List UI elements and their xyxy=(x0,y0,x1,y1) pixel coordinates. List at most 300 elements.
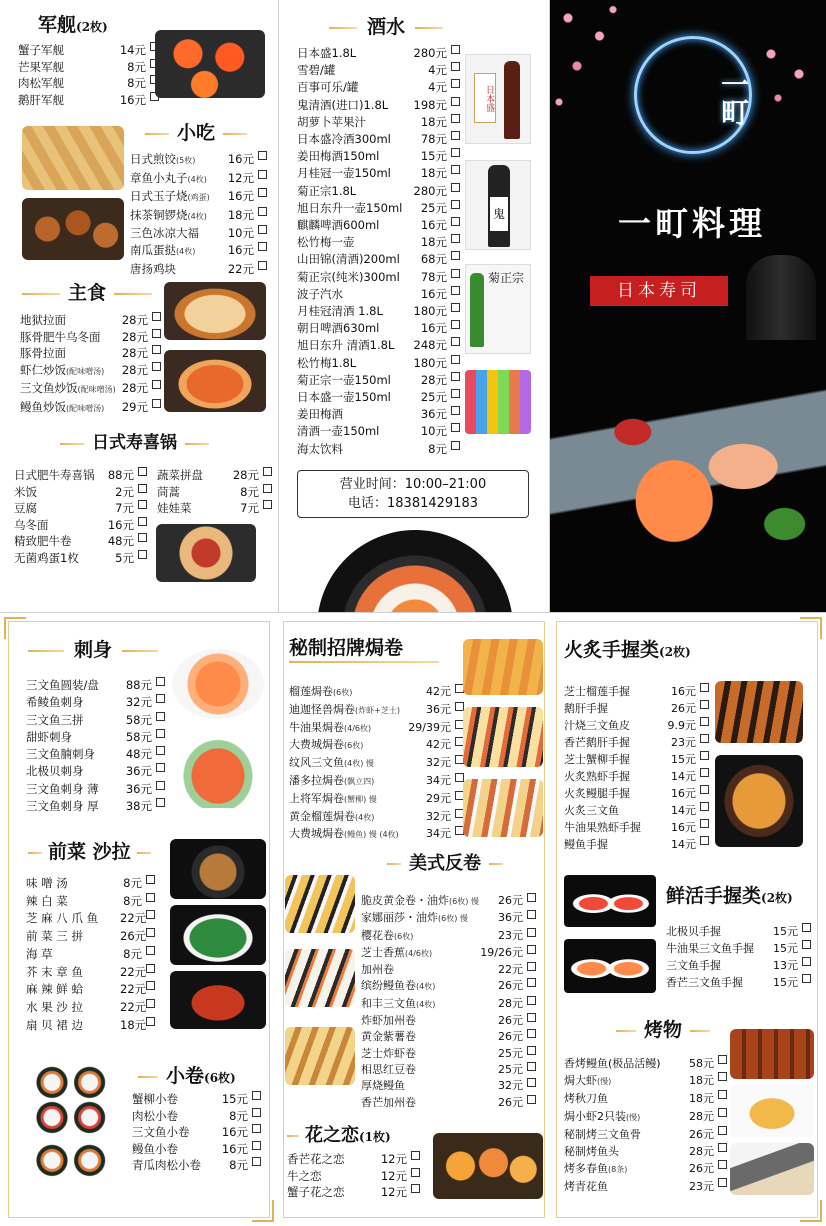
menu-item-name-text: 唐扬鸡块 xyxy=(130,261,176,276)
menu-item-name-text: 地狱拉面 xyxy=(20,313,66,327)
menu-item-name xyxy=(361,1029,473,1045)
menu-item-price: 8元 xyxy=(123,893,142,908)
menu-item xyxy=(564,1178,727,1195)
menu-item xyxy=(130,188,267,207)
sashimi-hero-photo xyxy=(550,340,826,570)
order-checkbox[interactable] xyxy=(258,242,267,251)
order-checkbox[interactable] xyxy=(146,981,155,990)
menu-item-name-text: 南瓜蛋挞 xyxy=(130,242,176,257)
order-checkbox[interactable] xyxy=(451,269,460,278)
menu-item-name xyxy=(26,946,120,964)
menu-item-price: 9.9元 xyxy=(667,719,696,732)
order-checkbox[interactable] xyxy=(527,1029,536,1038)
menu-item-name xyxy=(157,467,227,484)
order-checkbox[interactable] xyxy=(263,467,272,476)
panel-bottom-left xyxy=(0,613,278,1226)
fresh-nigiri-list xyxy=(666,923,811,991)
order-checkbox[interactable] xyxy=(527,893,536,902)
menu-item-name xyxy=(20,362,116,381)
menu-item-name-text: 鳗鱼小卷 xyxy=(132,1141,178,1156)
logo-circle xyxy=(634,36,752,154)
menu-item-name xyxy=(297,217,407,234)
order-checkbox[interactable] xyxy=(152,362,161,371)
menu-item-price: 198元 xyxy=(413,97,447,112)
order-checkbox[interactable] xyxy=(252,1141,261,1150)
menu-item-name xyxy=(666,957,766,974)
menu-item-name-text: 三文鱼炒饭 xyxy=(20,381,78,396)
menu-item-price: 8元 xyxy=(123,876,142,890)
menu-item-name xyxy=(297,251,407,268)
menu-item-note: (8条) xyxy=(608,1165,628,1175)
menu-item-price: 16元 xyxy=(420,321,447,336)
order-checkbox[interactable] xyxy=(451,148,460,157)
order-checkbox[interactable] xyxy=(718,1072,727,1081)
menu-item xyxy=(361,945,536,962)
menu-item-name xyxy=(297,148,407,165)
menu-item-name-text: 厚烧鳗鱼 xyxy=(361,1079,405,1093)
order-checkbox[interactable] xyxy=(527,1013,536,1022)
menu-item xyxy=(297,45,460,62)
menu-item-name xyxy=(666,940,766,957)
menu-item xyxy=(361,1029,536,1045)
menu-item-price: 7元 xyxy=(115,501,134,516)
order-checkbox[interactable] xyxy=(527,1095,536,1104)
menu-item xyxy=(26,875,155,893)
order-checkbox[interactable] xyxy=(718,1090,727,1099)
menu-item-name-text: 蔬菜拼盘 xyxy=(157,468,203,482)
menu-item-note: (4枚) xyxy=(176,246,196,256)
menu-item-name-text: 汁烧三文鱼皮 xyxy=(564,719,630,732)
menu-item xyxy=(564,1108,727,1126)
menu-item-name-text: 相思红豆卷 xyxy=(361,1062,416,1076)
order-checkbox[interactable] xyxy=(156,746,165,755)
menu-item xyxy=(564,802,709,819)
cherry-blossom-decoration-right xyxy=(750,30,820,110)
menu-item-name-text: 日式肥牛寿喜锅 xyxy=(14,468,95,482)
menu-item xyxy=(564,1143,727,1160)
order-checkbox[interactable] xyxy=(700,836,709,845)
order-checkbox[interactable] xyxy=(700,717,709,726)
menu-item-price: 42元 xyxy=(426,685,451,698)
order-checkbox[interactable] xyxy=(700,802,709,811)
menu-item-name xyxy=(14,533,100,550)
menu-item-name xyxy=(564,751,664,768)
menu-item-name-text: 炸虾加州卷 xyxy=(361,1014,416,1028)
menu-item-price: 22元 xyxy=(120,911,147,926)
order-checkbox[interactable] xyxy=(451,79,460,88)
small-rolls-list xyxy=(132,1091,261,1174)
menu-item-name-text: 清酒一壶150ml xyxy=(297,424,380,439)
menu-item-name-text: 榴莲焗卷 xyxy=(289,685,333,698)
menu-item-name-text: 鳗鱼手握 xyxy=(564,838,608,851)
order-checkbox[interactable] xyxy=(156,694,165,703)
order-checkbox[interactable] xyxy=(156,712,165,721)
order-checkbox[interactable] xyxy=(700,785,709,794)
menu-item-note: (飘立四) xyxy=(344,776,375,786)
order-checkbox[interactable] xyxy=(411,1151,420,1160)
menu-item-price: 8元 xyxy=(123,946,142,961)
order-checkbox[interactable] xyxy=(718,1055,727,1064)
order-checkbox[interactable] xyxy=(152,312,161,321)
menu-item xyxy=(26,798,165,815)
menu-item-name-text: 烤秋刀鱼 xyxy=(564,1092,608,1106)
menu-item xyxy=(666,923,811,940)
order-checkbox[interactable] xyxy=(451,234,460,243)
order-checkbox[interactable] xyxy=(451,217,460,226)
menu-item xyxy=(130,207,267,226)
order-checkbox[interactable] xyxy=(451,303,460,312)
menu-item-name xyxy=(26,677,122,694)
menu-item-name-text: 章鱼小丸子 xyxy=(130,170,188,185)
menu-item-price: 29元 xyxy=(121,399,148,414)
menu-item-price: 36元 xyxy=(420,407,447,422)
menu-item-price: 18元 xyxy=(227,207,254,222)
menu-item xyxy=(26,999,155,1017)
order-checkbox[interactable] xyxy=(451,320,460,329)
menu-item-note: (鳗鱼) 慢 (4枚) xyxy=(344,830,399,840)
order-checkbox[interactable] xyxy=(138,467,147,476)
menu-item-price: 26元 xyxy=(120,929,147,944)
order-checkbox[interactable] xyxy=(138,517,147,526)
frame-corner xyxy=(252,1200,274,1222)
menu-item xyxy=(297,114,460,131)
menu-item-name-text: 青瓜肉松小卷 xyxy=(132,1158,201,1173)
menu-item-price: 248元 xyxy=(413,338,447,353)
menu-item-name-text: 朝日啤酒630ml xyxy=(297,321,380,336)
menu-item-name xyxy=(157,484,227,501)
order-checkbox[interactable] xyxy=(411,1184,420,1193)
menu-item-name-text: 无菌鸡蛋1枚 xyxy=(14,550,79,565)
order-checkbox[interactable] xyxy=(802,923,811,932)
menu-item-name xyxy=(361,1046,473,1062)
menu-item xyxy=(297,217,460,234)
order-checkbox[interactable] xyxy=(156,781,165,790)
phone-number: 电话：18381429183 xyxy=(348,496,478,511)
order-checkbox[interactable] xyxy=(527,978,536,987)
order-checkbox[interactable] xyxy=(700,734,709,743)
menu-item xyxy=(130,261,267,278)
menu-item-price: 18元 xyxy=(689,1092,714,1106)
order-checkbox[interactable] xyxy=(802,974,811,983)
menu-item-name-text: 香烤鳗鱼(极品活鳗) xyxy=(564,1057,661,1070)
roll-photo-3 xyxy=(463,779,543,837)
menu-item-name-text: 香芒鹅肝手握 xyxy=(564,736,630,749)
menu-item xyxy=(361,1013,536,1029)
menu-item-name xyxy=(26,999,120,1017)
order-checkbox[interactable] xyxy=(451,114,460,123)
menu-item xyxy=(297,355,460,372)
menu-item-price: 25元 xyxy=(498,1062,523,1076)
menu-item-name xyxy=(297,389,407,406)
order-checkbox[interactable] xyxy=(451,251,460,260)
order-checkbox[interactable] xyxy=(263,500,272,509)
order-checkbox[interactable] xyxy=(252,1108,261,1117)
menu-item-name-text: 海太饮料 xyxy=(297,441,343,456)
menu-item xyxy=(297,97,460,114)
menu-item-name xyxy=(564,836,664,853)
menu-item-name xyxy=(297,320,407,337)
menu-item-price: 29/39元 xyxy=(408,720,451,734)
menu-item-name-text: 脆皮黄金卷・油炸 xyxy=(361,894,449,907)
menu-item-name-text: 牛之恋 xyxy=(287,1168,322,1183)
logo-text: 一町 xyxy=(717,70,750,126)
menu-item-name-text: 日本盛一壶150ml xyxy=(297,390,391,405)
order-checkbox[interactable] xyxy=(451,372,460,381)
menu-item-name-text: 三文鱼刺身 厚 xyxy=(26,799,99,814)
nigiri-photo-2 xyxy=(564,939,656,993)
menu-item-name xyxy=(132,1091,214,1108)
menu-item-name-text: 火炙熟虾手握 xyxy=(564,770,630,783)
order-checkbox[interactable] xyxy=(455,773,464,782)
order-checkbox[interactable] xyxy=(152,345,161,354)
menu-item-name xyxy=(289,720,405,738)
restaurant-name: 一町料理 xyxy=(618,204,766,243)
menu-item-price: 28元 xyxy=(689,1109,714,1123)
order-checkbox[interactable] xyxy=(156,729,165,738)
order-checkbox[interactable] xyxy=(258,261,267,270)
menu-item-note: (鸡蛋) xyxy=(187,193,210,203)
menu-item-name xyxy=(26,694,122,711)
menu-item-price: 25元 xyxy=(420,390,447,405)
order-checkbox[interactable] xyxy=(146,999,155,1008)
order-checkbox[interactable] xyxy=(718,1160,727,1169)
menu-item xyxy=(18,75,159,92)
menu-item xyxy=(666,957,811,974)
order-checkbox[interactable] xyxy=(451,406,460,415)
order-checkbox[interactable] xyxy=(718,1108,727,1117)
order-checkbox[interactable] xyxy=(258,170,267,179)
order-checkbox[interactable] xyxy=(527,962,536,971)
menu-item xyxy=(297,389,460,406)
menu-item xyxy=(297,251,460,268)
menu-item-name xyxy=(297,165,407,182)
menu-item-name-text: 月桂冠清酒 1.8L xyxy=(297,304,383,319)
menu-item-name xyxy=(20,399,116,418)
seared-nigiri-photo-2 xyxy=(715,755,803,847)
salad-title: 前菜 沙拉 xyxy=(28,837,151,864)
american-rolls-list xyxy=(361,893,536,1111)
order-checkbox[interactable] xyxy=(451,286,460,295)
menu-item-price: 78元 xyxy=(420,269,447,284)
menu-item xyxy=(361,910,536,927)
order-checkbox[interactable] xyxy=(138,500,147,509)
order-checkbox[interactable] xyxy=(718,1178,727,1187)
menu-item-name xyxy=(26,763,122,780)
signature-list xyxy=(289,684,464,844)
order-checkbox[interactable] xyxy=(146,946,155,955)
bottle-image-2 xyxy=(465,160,531,250)
menu-item-name-text: 乌冬面 xyxy=(14,517,49,532)
menu-item-name-text: 前 菜 三 拼 xyxy=(26,929,83,944)
menu-item-name xyxy=(14,484,100,501)
menu-item-name-text: 旭日东升一壶150ml xyxy=(297,200,403,215)
menu-item-price: 32元 xyxy=(426,809,451,823)
order-checkbox[interactable] xyxy=(258,225,267,234)
order-checkbox[interactable] xyxy=(527,1062,536,1071)
order-checkbox[interactable] xyxy=(146,1017,155,1026)
menu-item-name-text: 味 噌 汤 xyxy=(26,876,68,890)
menu-item-note: (4/6枚) xyxy=(344,723,372,733)
mains-list xyxy=(20,312,161,418)
order-checkbox[interactable] xyxy=(451,97,460,106)
menu-item-name-text: 豆腐 xyxy=(14,501,37,516)
menu-item-name xyxy=(14,467,100,484)
menu-item-price: 12元 xyxy=(380,1152,407,1166)
menu-item xyxy=(132,1124,261,1141)
menu-item-name xyxy=(297,337,407,354)
order-checkbox[interactable] xyxy=(527,945,536,954)
order-checkbox[interactable] xyxy=(263,484,272,493)
menu-item-name-text: 鹅肝军舰 xyxy=(18,92,64,107)
order-checkbox[interactable] xyxy=(258,188,267,197)
snacks-list xyxy=(130,151,267,277)
seared-title: 火炙手握类(2枚) xyxy=(564,639,691,661)
order-checkbox[interactable] xyxy=(138,484,147,493)
menu-item-name-text: 鬼清酒(进口)1.8L xyxy=(297,97,389,112)
menu-item-name-text: 和丰三文鱼 xyxy=(361,996,416,1010)
menu-item-name xyxy=(130,170,222,189)
menu-item xyxy=(564,1090,727,1107)
order-checkbox[interactable] xyxy=(156,763,165,772)
order-checkbox[interactable] xyxy=(252,1157,261,1166)
order-checkbox[interactable] xyxy=(411,1168,420,1177)
order-checkbox[interactable] xyxy=(451,355,460,364)
menu-item-price: 18元 xyxy=(420,166,447,181)
menu-item-name xyxy=(361,945,473,962)
menu-item-name xyxy=(297,62,407,79)
order-checkbox[interactable] xyxy=(451,45,460,54)
order-checkbox[interactable] xyxy=(451,337,460,346)
order-checkbox[interactable] xyxy=(258,151,267,160)
menu-item-name xyxy=(132,1157,214,1174)
order-checkbox[interactable] xyxy=(527,1078,536,1087)
menu-item-name xyxy=(26,781,122,798)
order-checkbox[interactable] xyxy=(152,399,161,408)
menu-item xyxy=(666,940,811,957)
seared-nigiri-photo-1 xyxy=(715,681,803,743)
order-checkbox[interactable] xyxy=(527,996,536,1005)
order-checkbox[interactable] xyxy=(451,165,460,174)
order-checkbox[interactable] xyxy=(252,1091,261,1100)
menu-item-name-text: 胡萝卜苹果汁 xyxy=(297,114,366,129)
drinks-list xyxy=(297,45,460,458)
menu-item xyxy=(20,380,161,399)
menu-item xyxy=(289,791,464,809)
menu-item-name-text: 火炙鳗腿手握 xyxy=(564,787,630,800)
menu-item-name-text: 姜田梅酒 xyxy=(297,407,343,422)
order-checkbox[interactable] xyxy=(700,683,709,692)
menu-item xyxy=(26,677,165,694)
order-checkbox[interactable] xyxy=(146,928,155,937)
menu-item-name xyxy=(20,380,116,399)
bottle-label-3: 菊正宗 xyxy=(487,271,524,285)
menu-item-name-text: 缤纷鳗鱼卷 xyxy=(361,979,416,993)
menu-item-price: 26元 xyxy=(498,979,523,993)
order-checkbox[interactable] xyxy=(451,183,460,192)
menu-item-price: 58元 xyxy=(125,712,152,727)
order-checkbox[interactable] xyxy=(451,441,460,450)
order-checkbox[interactable] xyxy=(718,1143,727,1152)
order-checkbox[interactable] xyxy=(258,207,267,216)
menu-item xyxy=(132,1157,261,1174)
menu-item xyxy=(14,484,147,501)
menu-item-price: 22元 xyxy=(120,982,147,997)
order-checkbox[interactable] xyxy=(527,928,536,937)
order-checkbox[interactable] xyxy=(152,380,161,389)
menu-item-name xyxy=(297,423,407,440)
menu-item-name xyxy=(130,188,222,207)
menu-item-price: 15元 xyxy=(671,753,696,766)
order-checkbox[interactable] xyxy=(146,893,155,902)
order-checkbox[interactable] xyxy=(138,550,147,559)
menu-item-name xyxy=(297,286,407,303)
menu-item-price: 4元 xyxy=(428,80,447,95)
noodle-bowl-photo xyxy=(164,350,266,412)
order-checkbox[interactable] xyxy=(451,423,460,432)
menu-item-price: 32元 xyxy=(498,1079,523,1093)
menu-item-note: (6枚) 慢 xyxy=(449,897,479,906)
menu-item-name-text: 山田锦(清酒)200ml xyxy=(297,252,400,267)
menu-item-name-text: 三文鱼腩刺身 xyxy=(26,747,95,762)
menu-item-name-text: 雪碧/罐 xyxy=(297,63,336,78)
menu-item-name-text: 百事可乐/罐 xyxy=(297,80,359,95)
order-checkbox[interactable] xyxy=(451,200,460,209)
order-checkbox[interactable] xyxy=(138,533,147,542)
order-checkbox[interactable] xyxy=(700,700,709,709)
order-checkbox[interactable] xyxy=(451,62,460,71)
order-checkbox[interactable] xyxy=(451,131,460,140)
menu-item xyxy=(157,484,272,501)
menu-item-name xyxy=(564,1090,676,1107)
order-checkbox[interactable] xyxy=(156,677,165,686)
menu-item-price: 29元 xyxy=(426,791,451,805)
menu-item-price: 38元 xyxy=(125,799,152,814)
menu-item-name xyxy=(26,875,120,893)
menu-item-name-text: 姜田梅酒150ml xyxy=(297,149,380,164)
order-checkbox[interactable] xyxy=(451,389,460,398)
menu-item xyxy=(297,320,460,337)
order-checkbox[interactable] xyxy=(802,957,811,966)
order-checkbox[interactable] xyxy=(156,798,165,807)
menu-item xyxy=(361,1046,536,1062)
menu-item-name-text: 麻 辣 鲜 蛤 xyxy=(26,982,83,997)
order-checkbox[interactable] xyxy=(146,875,155,884)
order-checkbox[interactable] xyxy=(700,819,709,828)
menu-item-name xyxy=(26,893,120,911)
order-checkbox[interactable] xyxy=(700,751,709,760)
menu-item xyxy=(20,345,161,362)
order-checkbox[interactable] xyxy=(700,768,709,777)
tagline-badge: 日本寿司 xyxy=(590,276,728,306)
order-checkbox[interactable] xyxy=(252,1124,261,1133)
frame-corner xyxy=(800,1200,822,1222)
order-checkbox[interactable] xyxy=(152,329,161,338)
order-checkbox[interactable] xyxy=(527,910,536,919)
order-checkbox[interactable] xyxy=(802,940,811,949)
menu-item-name-text: 月桂冠一壶150ml xyxy=(297,166,391,181)
order-checkbox[interactable] xyxy=(527,1046,536,1055)
order-checkbox[interactable] xyxy=(718,1126,727,1135)
order-checkbox[interactable] xyxy=(146,910,155,919)
order-checkbox[interactable] xyxy=(146,964,155,973)
divider-vertical-top-2 xyxy=(549,0,550,612)
menu-item-name-text: 鳗鱼炒饭 xyxy=(20,399,66,414)
menu-item-price: 4元 xyxy=(428,63,447,78)
menu-item-name-text: 焗小虾2只装 xyxy=(564,1109,626,1123)
menu-item xyxy=(157,467,272,484)
menu-item-name xyxy=(564,785,664,802)
frame-corner xyxy=(4,617,26,639)
